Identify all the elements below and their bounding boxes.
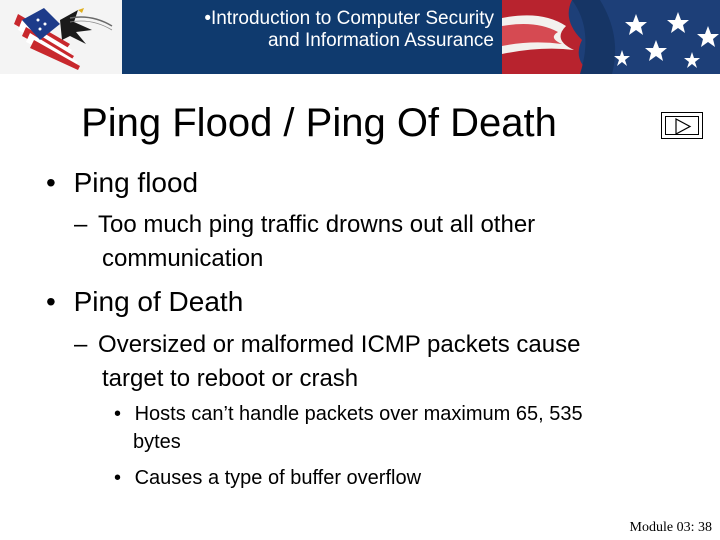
slide-title: Ping Flood / Ping Of Death	[81, 101, 557, 145]
eagle-flag-logo-icon	[0, 0, 122, 74]
sub-bullet-line1: Too much ping traffic drowns out all other	[98, 211, 536, 238]
play-button-frame	[665, 116, 699, 135]
detail-bullet-hosts	[114, 396, 583, 432]
course-title	[204, 8, 494, 52]
bullet-ping-flood	[46, 166, 198, 200]
bullet-text: Ping of Death	[73, 286, 244, 317]
play-triangle-icon	[666, 117, 700, 136]
bullet-marker: •	[46, 167, 56, 198]
header-banner	[0, 0, 720, 74]
sub-bullet-ping-flood	[74, 208, 535, 242]
bullet-text: Ping flood	[73, 167, 199, 198]
logo	[0, 0, 123, 74]
sub-bullet-ping-of-death-cont	[102, 362, 358, 396]
bullet-ping-of-death	[46, 285, 243, 319]
play-button[interactable]	[661, 112, 703, 139]
dash-marker: –	[74, 331, 88, 358]
american-flag-image-icon	[502, 0, 720, 74]
flag-photo	[502, 0, 720, 74]
dash-marker: –	[74, 211, 88, 238]
sub-bullet-line2: communication	[102, 245, 264, 272]
detail-marker: •	[114, 403, 122, 425]
detail-bullet-hosts-cont	[133, 424, 181, 460]
detail-line1: Causes a type of buffer overflow	[134, 467, 422, 489]
course-title-line1: •Introduction to Computer Security	[204, 8, 494, 29]
detail-line1: Hosts can’t handle packets over maximum 65, 535	[134, 403, 583, 425]
header-title-band	[122, 0, 502, 74]
bullet-marker: •	[46, 286, 56, 317]
sub-bullet-ping-flood-cont	[102, 242, 263, 276]
sub-bullet-line1: Oversized or malformed ICMP packets cause	[98, 331, 581, 358]
slide-number: Module 03: 38	[629, 520, 712, 535]
sub-bullet-line2: target to reboot or crash	[102, 365, 359, 392]
detail-marker: •	[114, 467, 122, 489]
detail-bullet-buffer-overflow	[114, 460, 421, 496]
course-title-line2: and Information Assurance	[267, 30, 494, 51]
detail-line2: bytes	[133, 431, 181, 453]
sub-bullet-ping-of-death	[74, 328, 580, 362]
